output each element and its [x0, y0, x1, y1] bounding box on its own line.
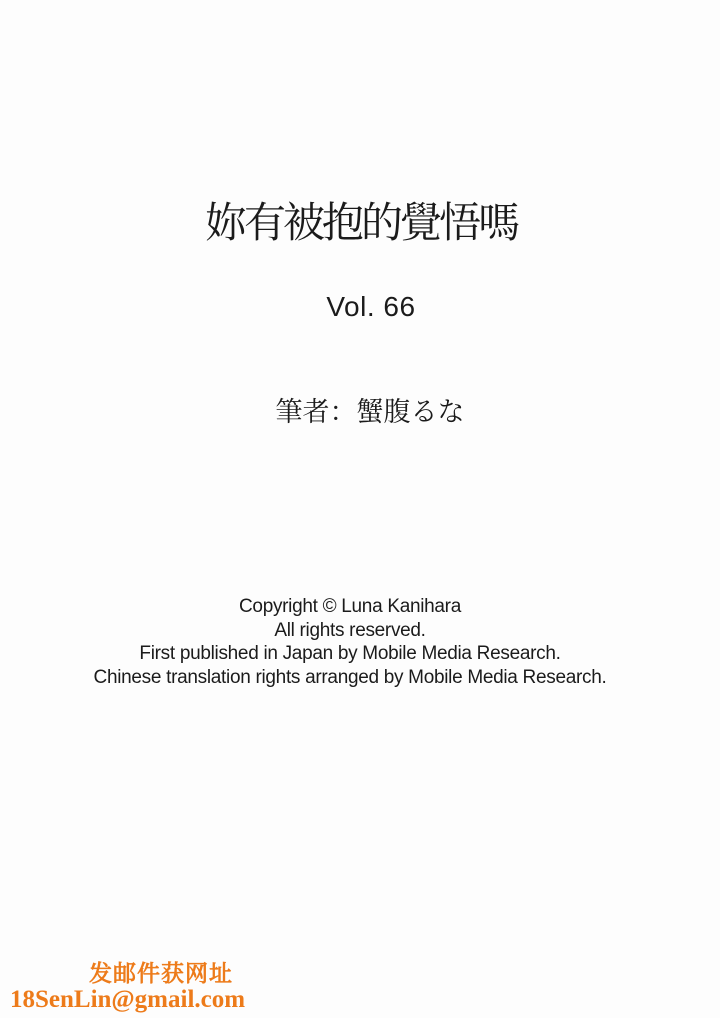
copyright-line-4: Chinese translation rights arranged by Mobile Media Research.	[93, 667, 607, 689]
author-line: 筆者：蟹腹るな	[275, 397, 465, 427]
watermark-email: 18SenLin@gmail.com	[10, 986, 246, 1013]
copyright-line-1: Copyright © Luna Kanihara	[239, 596, 461, 617]
copyright-line-3: First published in Japan by Mobile Media Research.	[139, 643, 561, 665]
book-title: 妳有被抱的覺悟嗎	[204, 199, 517, 246]
copyright-line-2: All rights reserved.	[274, 619, 426, 641]
watermark-text: 发邮件获网址	[89, 961, 233, 986]
volume-number: Vol. 66	[326, 291, 416, 322]
copyright-block	[0, 595, 710, 690]
watermark-block	[10, 961, 245, 1012]
